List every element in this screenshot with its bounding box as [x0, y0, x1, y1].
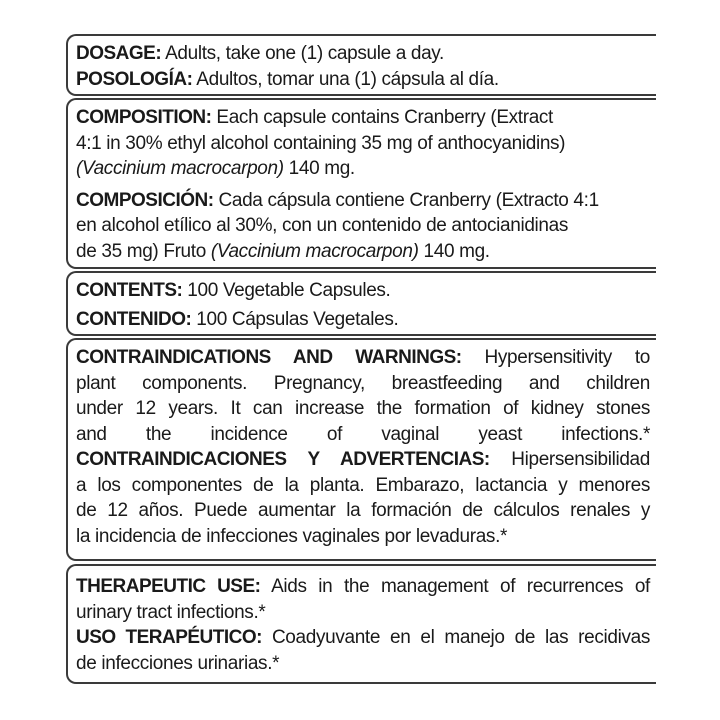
therapeutic-es-line-2: de infecciones urinarias.* — [76, 652, 280, 674]
therapeutic-en-label: THERAPEUTIC USE: — [76, 576, 261, 597]
composition-en-text-1: Each capsule contains Cranberry (Extract — [216, 107, 553, 128]
composition-es-line-1 — [76, 188, 650, 214]
dosage-es-line — [76, 67, 650, 93]
contra-es-line-4: la incidencia de infecciones vaginales por levaduras.* — [76, 525, 508, 547]
composition-en-latin: (Vaccinium macrocarpon) — [76, 158, 284, 179]
composition-es-text-1: Cada cápsula contiene Cranberry (Extracto 4:1 — [218, 189, 599, 211]
dosage-en-label: DOSAGE: — [76, 43, 162, 64]
composition-es-line-2: en alcohol etílico al 30%, con un contenido de antocianidinas — [76, 215, 569, 236]
contra-en-line-3: under 12 years. It can increase the formation of kidney stones — [76, 398, 650, 419]
contra-es-line-3: de 12 años. Puede aumentar la formación de cálculos renales y — [76, 500, 650, 521]
therapeutic-es-label: USO TERAPÉUTICO: — [76, 627, 262, 648]
dosage-es-text: Adultos, tomar una (1) cápsula al día. — [196, 68, 499, 90]
therapeutic-en-line-2: urinary tract infections.* — [76, 601, 266, 623]
contents-en-line — [76, 278, 650, 304]
composition-es-amount: 140 mg. — [423, 240, 490, 262]
contents-section — [66, 271, 656, 336]
dosage-section — [66, 34, 656, 96]
therapeutic-en-line-1 — [76, 574, 650, 600]
therapeutic-es-line-1 — [76, 625, 650, 651]
composition-en-line-1 — [76, 105, 650, 131]
contents-es-text: 100 Cápsulas Vegetales. — [196, 308, 399, 330]
contents-es-line — [76, 307, 650, 333]
therapeutic-en-text-1: Aids in the management of recurrences of — [271, 576, 650, 597]
contra-en-label: CONTRAINDICATIONS AND WARNINGS: — [76, 347, 462, 368]
composition-es-line-3 — [76, 239, 650, 265]
composition-es-label: COMPOSICIÓN: — [76, 189, 214, 211]
dosage-es-label: POSOLOGÍA: — [76, 68, 193, 90]
composition-section — [66, 98, 656, 269]
contra-en-line-1 — [76, 345, 650, 371]
dosage-en-line — [76, 41, 650, 67]
composition-en-line-3 — [76, 156, 650, 182]
composition-es-latin: (Vaccinium macrocarpon) — [210, 240, 419, 262]
contra-es-text-1: Hipersensibilidad — [511, 449, 650, 470]
therapeutic-use-section — [66, 564, 656, 684]
dosage-en-text: Adults, take one (1) capsule a day. — [165, 43, 444, 64]
contents-en-label: CONTENTS: — [76, 280, 183, 301]
contra-es-line-2: a los componentes de la planta. Embarazo, lactancia y menores — [76, 474, 650, 496]
composition-en-line-2: 4:1 in 30% ethyl alcohol containing 35 mg of anthocyanidins) — [76, 132, 566, 154]
composition-en-label: COMPOSITION: — [76, 107, 212, 128]
contents-es-label: CONTENIDO: — [76, 308, 192, 330]
contents-en-text: 100 Vegetable Capsules. — [187, 280, 391, 301]
contra-es-label: CONTRAINDICACIONES Y ADVERTENCIAS: — [76, 449, 490, 470]
composition-en-amount: 140 mg. — [288, 158, 355, 179]
contra-es-line-1 — [76, 447, 650, 473]
therapeutic-es-text-1: Coadyuvante en el manejo de las recidivas — [271, 627, 650, 648]
contraindications-section — [66, 338, 656, 561]
composition-es-text-3: de 35 mg) Fruto — [76, 240, 206, 262]
contra-en-line-2: plant components. Pregnancy, breastfeeding and children — [76, 372, 650, 394]
contra-en-text-1: Hypersensitivity to — [484, 347, 650, 368]
contra-en-line-4: and the incidence of vaginal yeast infections.* — [76, 423, 650, 445]
